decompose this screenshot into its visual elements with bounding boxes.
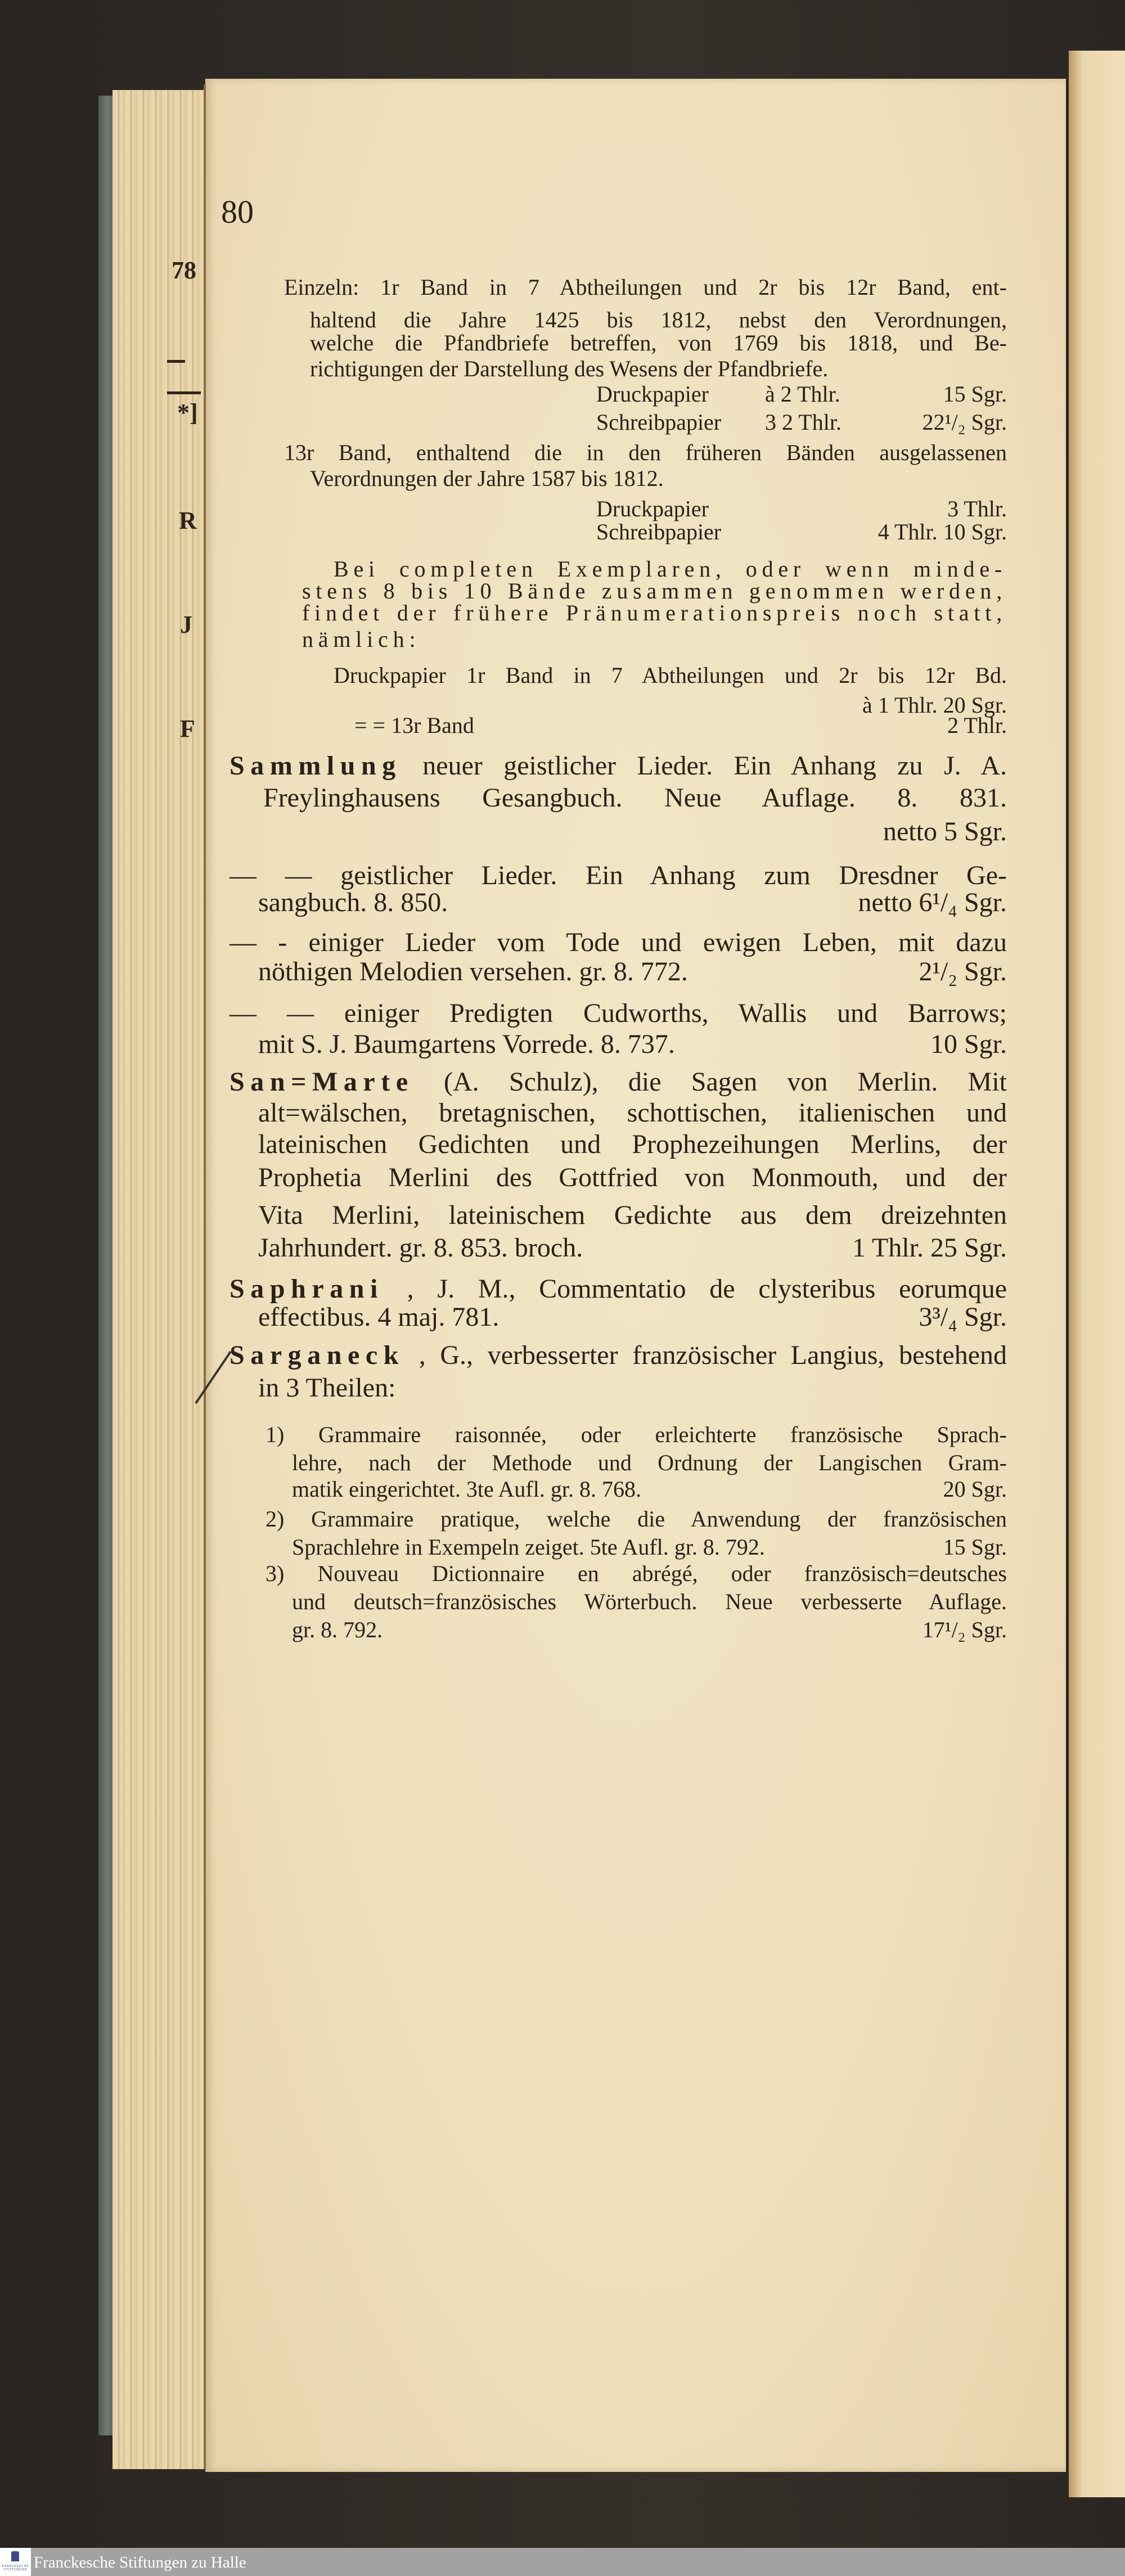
price: 10 Sgr.	[930, 1029, 1007, 1059]
price: 3³/₄ Sgr.	[919, 1301, 1007, 1332]
text-line	[596, 411, 1007, 434]
line-text: gr. 8. 792.	[292, 1617, 383, 1642]
text-line	[292, 1619, 1007, 1641]
text-line	[596, 521, 1007, 543]
line-text: Sprachlehre in Exempeln zeiget. 5te Aufl. gr. 8. 792.	[292, 1534, 765, 1560]
page-number: 80	[221, 193, 254, 230]
text-line	[258, 1031, 1007, 1058]
price: 2 Thlr.	[947, 713, 1007, 738]
text-line	[230, 929, 1007, 956]
line-text: — — geistlicher Lieder. Ein Anhang zum Dresdner Ge-	[230, 860, 1007, 890]
line-text: 3) Nouveau Dictionnaire en abrégé, oder französisch=deutsches	[266, 1561, 1007, 1586]
line-text: nöthigen Melodien versehen. gr. 8. 772.	[258, 956, 688, 987]
footer-bar	[0, 2548, 1125, 2576]
paper-type: Schreibpapier	[596, 409, 722, 435]
prev-page-fragment: R	[179, 507, 197, 534]
line-text: nämlich:	[302, 627, 421, 652]
price: 2¹/₂ Sgr.	[919, 956, 1007, 987]
text-line	[258, 1097, 1007, 1128]
line-text: mit S. J. Baumgartens Vorrede. 8. 737.	[258, 1029, 675, 1059]
line-text: Schreibpapier	[596, 519, 722, 544]
text-line	[258, 889, 1007, 916]
entry-author: Sarganeck	[230, 1340, 405, 1370]
prev-page-fragment: F	[180, 715, 195, 742]
text-line	[266, 1424, 1007, 1446]
text-line	[310, 309, 1007, 331]
prev-page-rule	[167, 391, 201, 394]
price: 15 Sgr.	[943, 1534, 1007, 1560]
institution-logo	[0, 2548, 31, 2576]
logo-figure-icon	[11, 2551, 19, 2561]
line-text: Druckpapier 1r Band in 7 Abtheilungen und 2r bis 12r Bd.	[334, 663, 1007, 688]
text-line	[292, 1536, 1007, 1559]
price: 22¹/₂ Sgr.	[922, 409, 1007, 435]
text-line	[258, 1202, 1007, 1229]
entry-author: Saphrani	[230, 1273, 384, 1304]
prev-page-fragment: 78	[172, 256, 196, 284]
line-text: Vita Merlini, lateinischem Gedichte aus dem dreizehnten	[258, 1200, 1007, 1230]
line-text: findet der frühere Pränumerationspreis noch statt,	[302, 600, 1007, 625]
text-line	[230, 750, 1007, 781]
text-line	[230, 1342, 1007, 1369]
text-line	[263, 782, 1007, 813]
text-line	[266, 1562, 1007, 1585]
text-line	[302, 580, 1007, 602]
gutter-line	[204, 84, 206, 2469]
line-text: 13r Band, enthaltend die in den früheren Bänden ausgelassenen	[284, 440, 1007, 465]
line-text: Verordnungen der Jahre 1587 bis 1812.	[310, 466, 664, 491]
text-line	[334, 664, 1007, 687]
line-text: welche die Pfandbriefe betreffen, von 1769 bis 1818, und Be-	[310, 330, 1007, 355]
text-line	[292, 1591, 1007, 1613]
line-text: = = 13r Band	[354, 713, 474, 738]
entry-author: San=Marte	[230, 1066, 414, 1097]
prev-page-rule	[167, 360, 185, 363]
text-line	[266, 1508, 1007, 1530]
text-line	[258, 1301, 1007, 1332]
next-page-edge	[1069, 51, 1125, 2497]
price: 17¹/₂ Sgr.	[922, 1617, 1007, 1642]
price: 15 Sgr.	[943, 381, 1007, 407]
text-line	[284, 442, 1007, 464]
paper-type: Druckpapier	[596, 381, 709, 407]
footer-title: Franckesche Stiftungen zu Halle	[34, 2554, 246, 2572]
line-text: Einzeln: 1r Band in 7 Abtheilungen und 2r bis 12r Band, ent-	[284, 274, 1007, 300]
line-text: (A. Schulz), die Sagen von Merlin. Mit	[444, 1066, 1007, 1097]
price: 3 Thlr.	[947, 496, 1007, 521]
line-text: — - einiger Lieder vom Tode und ewigen Leben, mit dazu	[230, 927, 1007, 957]
logo-text: FRANCKESCHE STIFTUNGEN	[2, 2565, 29, 2572]
text-line	[284, 276, 1007, 299]
line-text: richtigungen der Darstellung des Wesens der Pfandbriefe.	[310, 356, 829, 381]
pencil-mark	[191, 1347, 236, 1409]
line-text: sangbuch. 8. 850.	[258, 887, 448, 917]
price: 20 Sgr.	[943, 1476, 1007, 1502]
text-line	[310, 467, 1007, 490]
text-line	[258, 1232, 1007, 1263]
price: à 1 Thlr. 20 Sgr.	[862, 692, 1007, 718]
text-line	[230, 1273, 1007, 1304]
unit-price: 3 2 Thlr.	[765, 409, 842, 435]
line-text: 2) Grammaire pratique, welche die Anwendung der französischen	[266, 1506, 1007, 1532]
text-line	[230, 1000, 1007, 1027]
line-text: alt=wälschen, bretagnischen, schottischen, italienischen und	[258, 1097, 1007, 1128]
text-line	[258, 1372, 1007, 1403]
line-text: Jahrhundert. gr. 8. 853. broch.	[258, 1232, 583, 1263]
text-line	[302, 628, 1007, 651]
line-text: lateinischen Gedichten und Prophezeihungen Merlins, der	[258, 1129, 1007, 1159]
text-line	[731, 818, 1007, 845]
text-line	[310, 332, 1007, 354]
text-line	[258, 1164, 1007, 1191]
entry-author: Sammlung	[230, 750, 402, 781]
prev-page-fragment: *]	[177, 399, 198, 426]
line-text: Prophetia Merlini des Gottfried von Monmouth, und der	[258, 1162, 1007, 1192]
text-line	[302, 602, 1007, 624]
text-line	[258, 1131, 1007, 1158]
text-line	[334, 558, 1007, 580]
line-text: , G., verbesserter französischer Langius, bestehend	[418, 1340, 1007, 1370]
price: 4 Thlr. 10 Sgr.	[878, 519, 1007, 544]
line-text: — — einiger Predigten Cudworths, Wallis und Barrows;	[230, 998, 1007, 1028]
text-line	[596, 498, 1007, 520]
line-text: lehre, nach der Methode und Ordnung der Langischen Gram-	[292, 1450, 1007, 1475]
line-text: in 3 Theilen:	[258, 1372, 396, 1403]
text-line	[292, 1478, 1007, 1501]
line-text: und deutsch=französisches Wörterbuch. Neue verbesserte Auflage.	[292, 1589, 1007, 1614]
line-text: neuer geistlicher Lieder. Ein Anhang zu J. A.	[422, 750, 1007, 781]
line-text: 1) Grammaire raisonnée, oder erleichterte französische Sprach-	[266, 1422, 1007, 1447]
text-line	[258, 958, 1007, 985]
text-line	[596, 383, 1007, 406]
unit-price: à 2 Thlr.	[765, 381, 840, 407]
line-text: Bei completen Exemplaren, oder wenn minde-	[334, 556, 1007, 582]
price: netto 5 Sgr.	[883, 816, 1007, 846]
line-text: stens 8 bis 10 Bände zusammen genommen werden,	[302, 578, 1007, 604]
text-line	[292, 1452, 1007, 1474]
line-text: matik eingerichtet. 3te Aufl. gr. 8. 768.	[292, 1476, 641, 1502]
line-text: Freylinghausens Gesangbuch. Neue Auflage. 8. 831.	[263, 782, 1007, 813]
line-text: effectibus. 4 maj. 781.	[258, 1301, 500, 1332]
text-line	[230, 1066, 1007, 1097]
line-text: haltend die Jahre 1425 bis 1812, nebst den Verordnungen,	[310, 307, 1007, 332]
line-text: Druckpapier	[596, 496, 709, 521]
line-text: , J. M., Commentatio de clysteribus eorumque	[407, 1273, 1007, 1304]
text-line	[230, 862, 1007, 889]
prev-page-fragment: J	[180, 611, 192, 638]
text-line	[354, 714, 1007, 737]
previous-pages-stack	[112, 90, 208, 2469]
price: netto 6¹/₄ Sgr.	[858, 887, 1007, 917]
text-line	[310, 358, 1007, 380]
price: 1 Thlr. 25 Sgr.	[852, 1232, 1007, 1263]
